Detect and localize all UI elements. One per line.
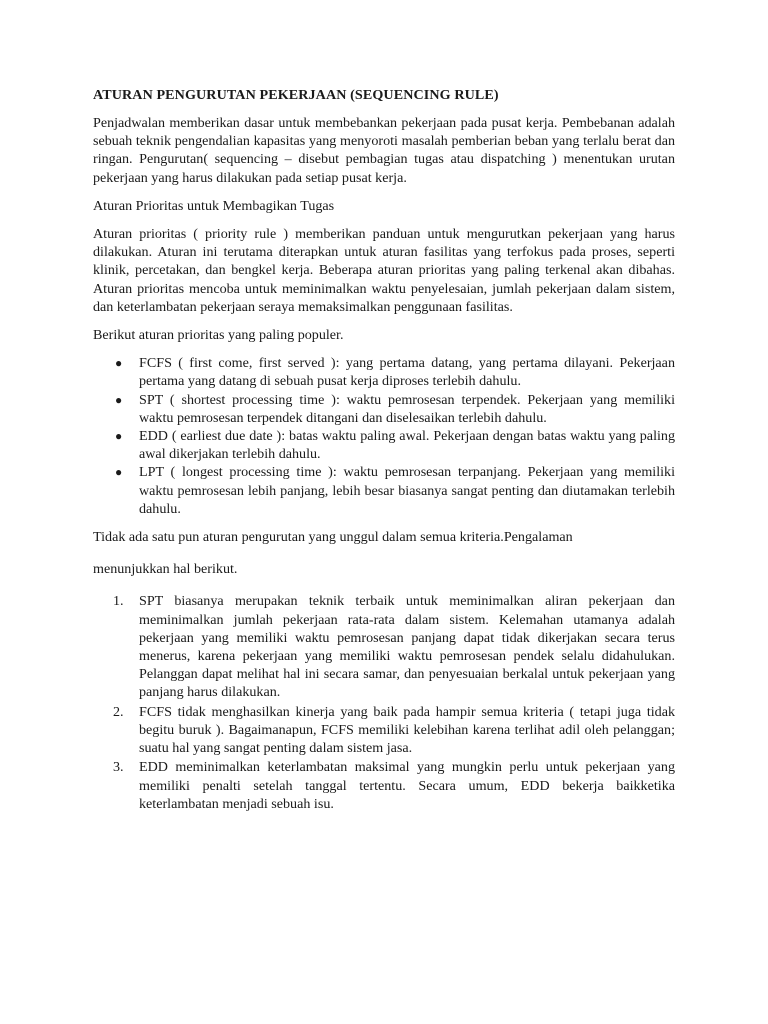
list-item bbox=[115, 427, 675, 463]
intro-paragraph: Penjadwalan memberikan dasar untuk membebankan pekerjaan pada pusat kerja. Pembebanan adalah sebuah teknik pengendalian kapasitas yang menyoroti masalah pemberian beban yang terlalu berat dan ringan. Pengurutan( sequencing – disebut pembagian tugas atau dispatching ) menentukan urutan pekerjaan yang harus dilakukan pada setiap pusat kerja. bbox=[93, 115, 675, 186]
list-number: 2. bbox=[113, 703, 124, 720]
list-item-text: FCFS ( first come, first served ): yang pertama datang, yang pertama dilayani. Pekerjaan pertama yang datang di sebuah pusat kerja diproses terlebih dahulu. bbox=[139, 355, 675, 390]
list-item-text: SPT biasanya merupakan teknik terbaik untuk meminimalkan aliran pekerjaan dan meminimalkan jumlah pekerjaan rata-rata dalam sistem. Kelemahan utamanya adalah pekerjaan yang memiliki waktu pemrosesan panjang dapat tidak dikerjakan secara terus menerus, karena pekerjaan yang memiliki waktu pemrosesan pendek selalu didahulukan. Pelanggan dapat melihat hal ini secara samar, dan penyesuaian berkalal untuk pekerjaan yang panjang harus dilakukan. bbox=[139, 593, 675, 701]
list-item bbox=[115, 463, 675, 518]
list-item-text: EDD meminimalkan keterlambatan maksimal yang mungkin perlu untuk pekerjaan yang memiliki penalti setelah tanggal tertentu. Secara umum, EDD bekerja baikketika keterlambatan menjadi sebuah isu. bbox=[139, 759, 675, 812]
list-item bbox=[115, 391, 675, 427]
list-item-text: SPT ( shortest processing time ): waktu pemrosesan terpendek. Pekerjaan yang memiliki waktu pemrosesan terpendek ditangani dan diselesaikan terlebih dahulu. bbox=[139, 391, 675, 426]
list-item-text: FCFS tidak menghasilkan kinerja yang baik pada hampir semua kriteria ( tetapi juga tidak begitu buruk ). Bagaimanapun, FCFS memiliki kelebihan karena terlihat adil oleh pelanggan; suatu hal yang sangat penting dalam sistem jasa. bbox=[139, 703, 675, 757]
experience-shows-line: menunjukkan hal berikut. bbox=[93, 561, 238, 578]
experience-numbered-list bbox=[93, 592, 675, 812]
document-page bbox=[93, 86, 675, 823]
priority-rule-paragraph: Aturan prioritas ( priority rule ) memberikan panduan untuk mengurutkan pekerjaan yang harus dilakukan. Aturan ini terutama diterapkan untuk aturan fasilitas yang terfokus pada proses, seperti klinik, percetakan, dan bengkel kerja. Beberapa aturan prioritas yang paling terkenal akan dibahas. Aturan prioritas mencoba untuk meminimalkan waktu penyelesaian, jumlah pekerjaan dalam sistem, dan keterlambatan pekerjaan seraya memaksimalkan penggunaan fasilitas. bbox=[93, 226, 675, 315]
list-item bbox=[113, 758, 675, 813]
bullet-icon: ● bbox=[115, 465, 123, 480]
list-item bbox=[113, 592, 675, 701]
bullet-icon: ● bbox=[115, 392, 123, 407]
bullet-icon: ● bbox=[115, 429, 123, 444]
list-number: 1. bbox=[113, 593, 124, 610]
list-item-text: EDD ( earliest due date ): batas waktu paling awal. Pekerjaan dengan batas waktu yang paling awal dikerjakan terlebih dahulu. bbox=[139, 428, 675, 463]
document-title: ATURAN PENGURUTAN PEKERJAAN (SEQUENCING RULE) bbox=[93, 87, 499, 103]
list-item bbox=[113, 703, 675, 758]
list-number: 3. bbox=[113, 759, 124, 776]
no-single-rule-line: Tidak ada satu pun aturan pengurutan yang unggul dalam semua kriteria.Pengalaman bbox=[93, 529, 573, 546]
list-item bbox=[115, 354, 675, 390]
list-item-text: LPT ( longest processing time ): waktu pemrosesan terpanjang. Pekerjaan yang memiliki waktu pemrosesan lebih panjang, lebih besar biasanya sangat penting dan diutamakan terlebih dahulu. bbox=[139, 464, 675, 517]
popular-rules-intro: Berikut aturan prioritas yang paling populer. bbox=[93, 327, 344, 344]
priority-rules-list bbox=[93, 354, 675, 518]
bullet-icon: ● bbox=[115, 356, 123, 371]
subheading-priority-rules: Aturan Prioritas untuk Membagikan Tugas bbox=[93, 197, 335, 214]
